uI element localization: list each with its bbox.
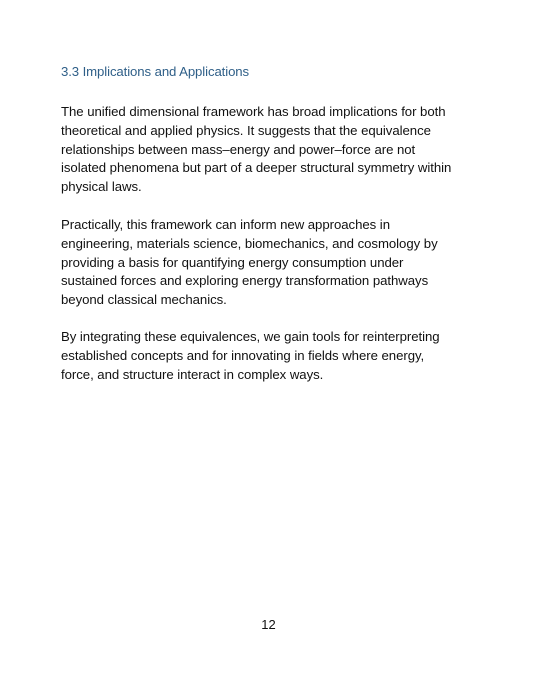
paragraph-line: force, and structure interact in complex ways. xyxy=(61,366,324,382)
paragraph-line: sustained forces and exploring energy transformation pathways xyxy=(61,273,429,289)
paragraph-applications xyxy=(61,216,491,310)
page-number: 12 xyxy=(261,617,276,632)
paragraph-line: physical laws. xyxy=(61,179,142,194)
paragraph-line: theoretical and applied physics. It suggests that the equivalence xyxy=(61,122,431,138)
paragraph-line: providing a basis for quantifying energy consumption under xyxy=(61,254,404,270)
section-heading: 3.3 Implications and Applications xyxy=(61,64,250,79)
paragraph-line: By integrating these equivalences, we gain tools for reinterpreting xyxy=(61,329,440,344)
paragraph-line: The unified dimensional framework has broad implications for both xyxy=(61,104,446,119)
paragraph-line: Practically, this framework can inform new approaches in xyxy=(61,217,390,232)
paragraph-line: established concepts and for innovating in fields where energy, xyxy=(61,347,425,363)
paragraph-line: relationships between mass–energy and power–force are not xyxy=(61,141,416,157)
paragraph-line: isolated phenomena but part of a deeper structural symmetry within xyxy=(61,160,452,176)
paragraph-line: beyond classical mechanics. xyxy=(61,292,227,307)
paragraph-integration xyxy=(61,328,491,384)
paragraph-line: engineering, materials science, biomechanics, and cosmology by xyxy=(61,235,438,251)
paragraph-implications xyxy=(61,103,491,197)
